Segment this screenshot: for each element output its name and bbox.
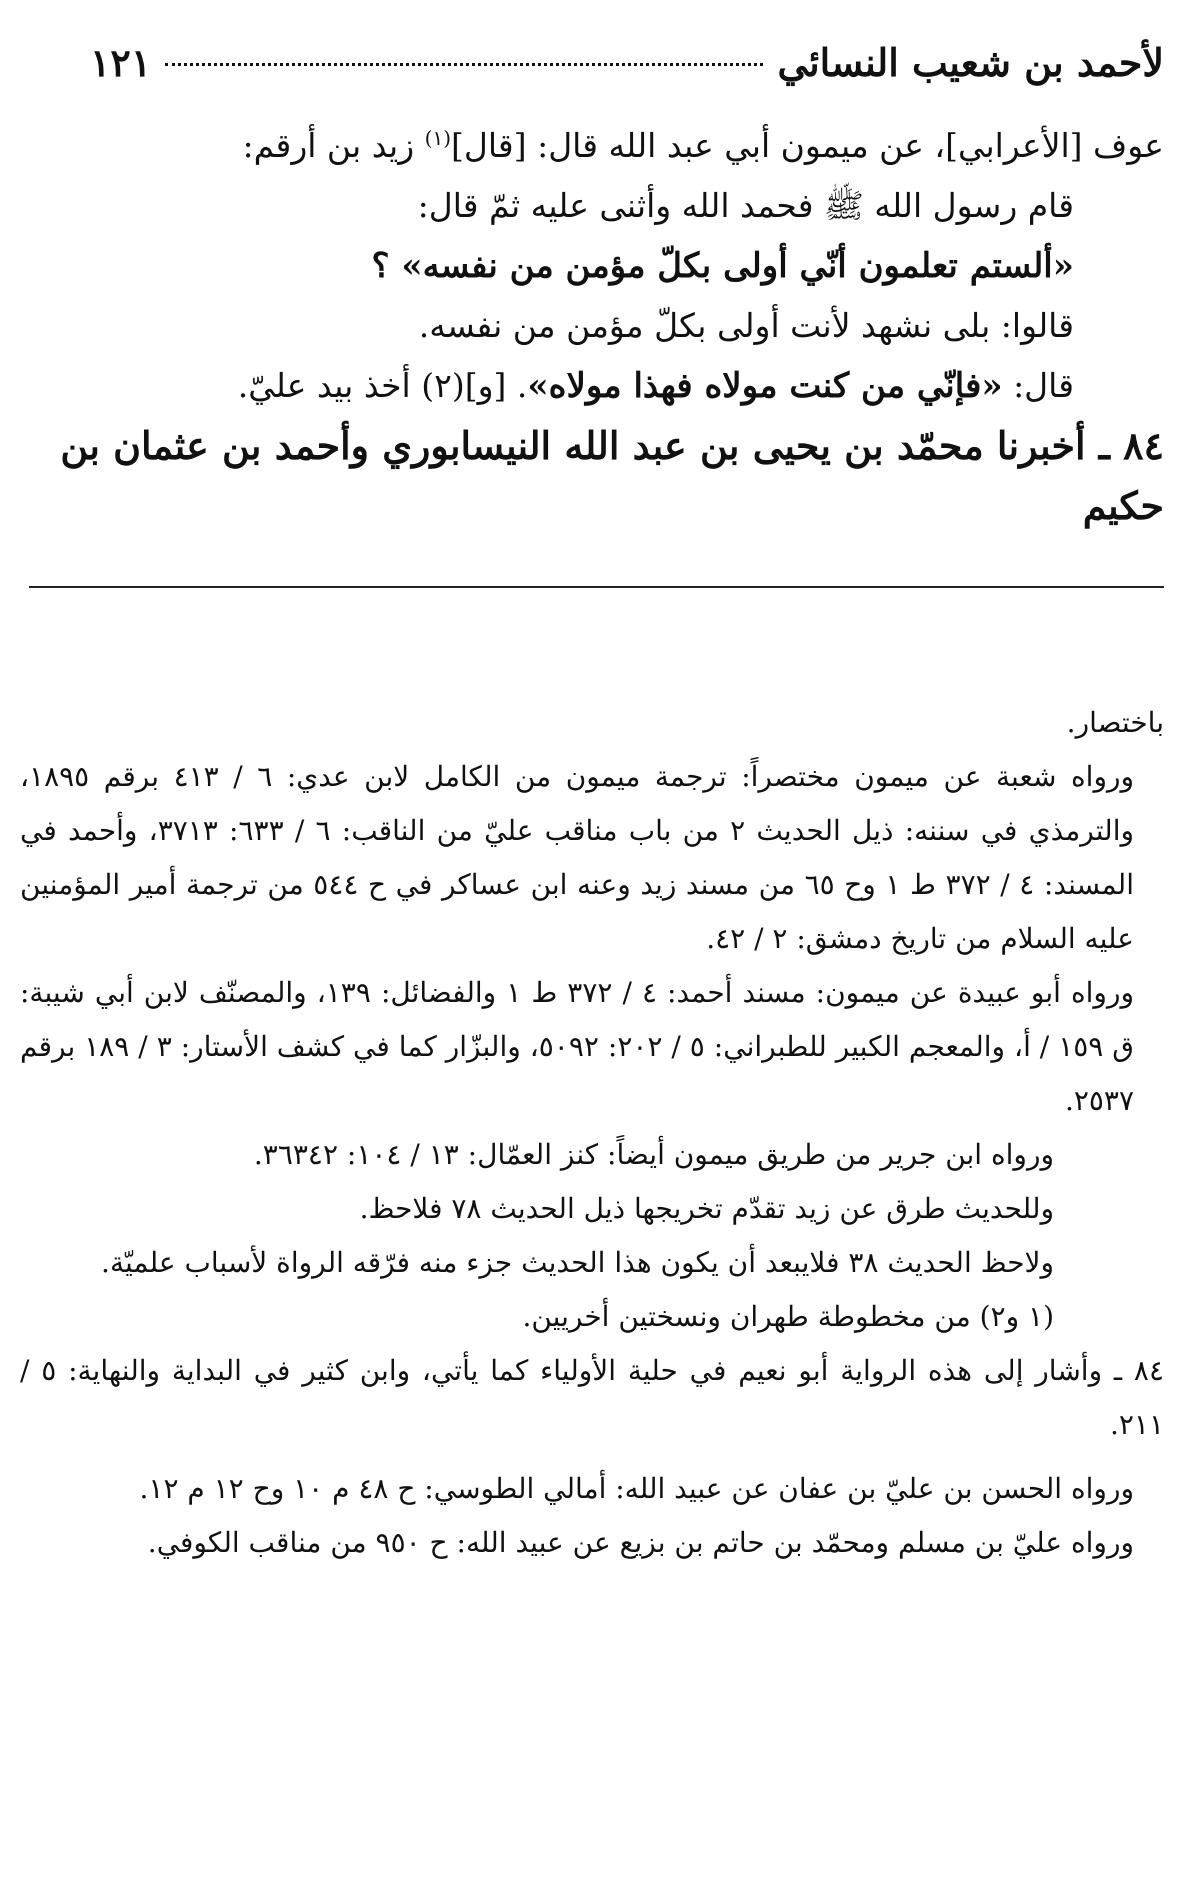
footnote-paragraph: (١ و٢) من مخطوطة طهران ونسختين أخريين. (522, 1300, 1054, 1333)
main-text (20, 116, 1164, 536)
footnote-ref-1: (١) (424, 126, 452, 150)
text-line-5-part-a: قال: (1002, 366, 1074, 405)
hadith-84-heading: ٨٤ ـ أخبرنا محمّد بن يحيى بن عبد الله النيسابوري وأحمد بن عثمان بن حكيم (60, 423, 1164, 528)
running-title: لأحمد بن شعيب النسائي (777, 40, 1164, 85)
prophet-quote-1: «ألستم تعلمون أنّي أولى بكلّ مؤمن من نفسه» ؟ (371, 246, 1074, 286)
footnotes (20, 696, 1164, 1570)
footnote-paragraph: ورواه شعبة عن ميمون مختصراً: ترجمة ميمون من الكامل لابن عدي: ٦ / ٤١٣ برقم ١٨٩٥، والترمذي في سننه: ذيل الحديث ٢ من باب مناقب عليّ من الناقب: ٦ / ٦٣٣: ٣٧١٣، وأحمد في المسند: ٤ / ٣٧٢ ط ١ وح ٦٥ من مسند زيد وعنه ابن عساكر في ح ٥٤٤ من ترجمة أمير المؤمنين عليه السلام من تاريخ دمشق: ٢ / ٤٢. (20, 760, 1135, 955)
page-number: ١٢١ (90, 40, 152, 85)
footnote-separator (29, 586, 1164, 588)
prophet-quote-2: «فإنّي من كنت مولاه فهذا مولاه» (527, 366, 1003, 406)
footnote-paragraph: ورواه الحسن بن عليّ بن عفان عن عبيد الله: أمالي الطوسي: ح ٤٨ م ١٠ وح ١٢ م ١٢. (139, 1472, 1134, 1505)
text-line-1-part-a: عوف [الأعرابي]، عن ميمون أبي عبد الله قال: [قال] (451, 126, 1164, 165)
footnote-paragraph: ٨٤ ـ وأشار إلى هذه الرواية أبو نعيم في حلية الأولياء كما يأتي، وابن كثير في البداية والنهاية: ٥ / ٢١١. (20, 1354, 1164, 1441)
footnote-paragraph: ورواه ابن جرير من طريق ميمون أيضاً: كنز العمّال: ١٣ / ١٠٤: ٣٦٣٤٢. (253, 1138, 1054, 1171)
text-line-1 (20, 116, 1164, 176)
footnote-paragraph: ورواه عليّ بن مسلم ومحمّد بن حاتم بن بزيع عن عبيد الله: ح ٩٥٠ من مناقب الكوفي. (147, 1526, 1134, 1559)
footnote-paragraph: ورواه أبو عبيدة عن ميمون: مسند أحمد: ٤ / ٣٧٢ ط ١ والفضائل: ١٣٩، والمصنّف لابن أبي شيبة: ق ١٥٩ / أ، والمعجم الكبير للطبراني: ٥ / ٢٠٢: ٥٠٩٢، والبزّار كما في كشف الأستار: ٣ / ١٨٩ برقم ٢٥٣٧. (20, 976, 1135, 1117)
text-line-4: قالوا: بلى نشهد لأنت أولى بكلّ مؤمن من نفسه. (418, 306, 1074, 345)
text-line-5 (20, 356, 1164, 416)
running-header (20, 40, 1164, 104)
text-line-2: قام رسول الله ﷺ فحمد الله وأثنى عليه ثمّ قال: (417, 186, 1074, 225)
text-line-5-part-c: . [و](٢) أخذ بيد عليّ. (237, 366, 528, 405)
text-line-1-part-b: زيد بن أرقم: (242, 126, 425, 165)
dotted-leader (165, 63, 763, 66)
footnote-paragraph: باختصار. (1066, 706, 1164, 739)
footnote-paragraph: ولاحظ الحديث ٣٨ فلايبعد أن يكون هذا الحديث جزء منه فرّقه الرواة لأسباب علميّة. (101, 1246, 1054, 1279)
footnote-paragraph: وللحديث طرق عن زيد تقدّم تخريجها ذيل الحديث ٧٨ فلاحظ. (359, 1192, 1054, 1225)
